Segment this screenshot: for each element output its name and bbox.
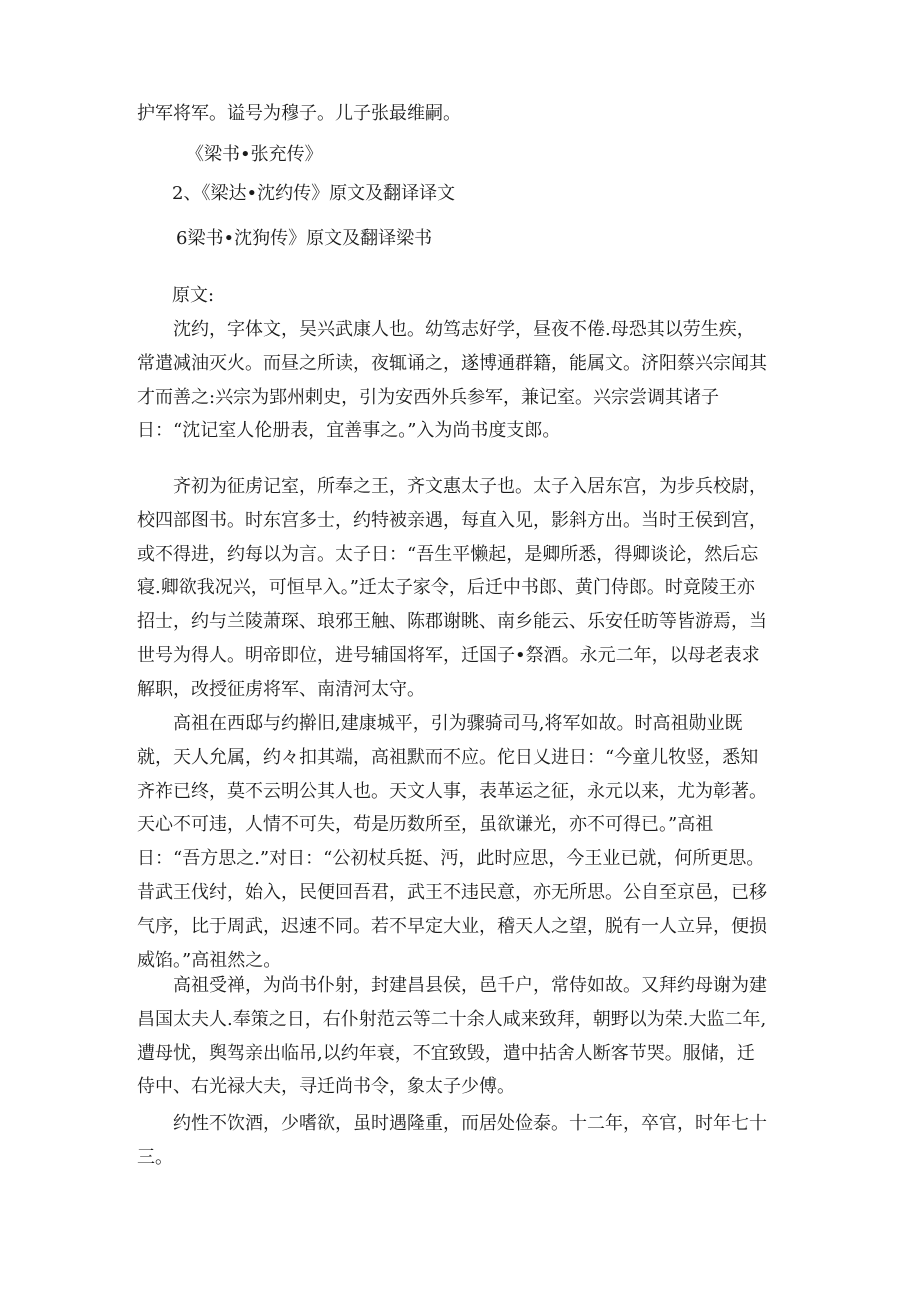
- paragraph: [137, 969, 771, 1104]
- paragraph: [137, 313, 771, 448]
- paragraph-text: 沈约，字体文，吴兴武康人也。幼笃志好学，昼夜不倦.母恐其以劳生疾，常遣减油灭火。而昼之所读，夜辄诵之，遂博通群籍，能属文。济阳蔡兴宗闻其才而善之:兴宗为郢州剌史，引为安西外兵参军，兼记室。兴宗尝调其诸子日：“沈记室人伦册表，宜善事之。”入为尚书度支郎。: [137, 319, 767, 442]
- section-heading: 2、《梁达•沈约传》原文及翻译译文: [172, 183, 456, 204]
- paragraph: [137, 1107, 771, 1175]
- paragraph: [137, 470, 771, 707]
- paragraph-text: 高祖在西邸与约擀旧,建康城平，引为骤骑司马,将军如故。时高祖勋业既就，天人允属，约々扣其端，高祖默而不应。佗日乂进日：“今童儿牧竖，悉知齐祚已终，莫不云明公其人也。天文人事，表革运之征，永元以来，尤为彰著。天心不可违，人情不可失，苟是历数所至，虽欲谦光，亦不可得已。”高祖日：“吾方思之.”对日：“公初杖兵挺、沔，此时应思，今王业已就，何所更思。昔武王伐纣，始入，民便回吾君，武王不违民意，亦无所思。公自至京邑，已移气序，比于周武，迟速不同。若不早定大业，稽天人之望，脱有一人立异，便损威馅。”高祖然之。: [137, 713, 767, 971]
- paragraph: [137, 707, 771, 977]
- text-line: 护军将军。谥号为穆子。儿子张最维嗣。: [137, 103, 461, 124]
- paragraph-text: 约性不饮酒，少嗜欲，虽时遇隆重，而居处俭泰。十二年，卒官，时年七十三。: [137, 1113, 767, 1168]
- subheading: 6梁书•沈狗传》原文及翻译梁书: [176, 228, 433, 249]
- paragraph-text: 高祖受禅，为尚书仆射，封建昌县侯，邑千户，常侍如故。又拜约母谢为建昌国太夫人.奉策之日，右仆射范云等二十余人咸来致拜，朝野以为荣.大监二年,遭母忧，舆驾亲出临吊,以约年衰，不宜致毁，遣中拈舍人断客节哭。服储，迁侍中、右光禄大夫，寻迁尚书令，象太子少傅。: [137, 975, 767, 1098]
- original-text-label: 原文:: [172, 285, 215, 306]
- source-citation: 《梁书•张充传》: [186, 144, 323, 165]
- paragraph-text: 齐初为征虏记室，所奉之王，齐文惠太子也。太子入居东宫，为步兵校尉，校四部图书。时东宫多士，约特被亲遇，每直入见，影斜方出。当时王侯到宫，或不得进，约每以为言。太子日：“吾生平懒起，是卿所悉，得卿谈论，然后忘寝.卿欲我况兴，可恒早入。”迁太子家令，后迁中书郎、黄门侍郎。时竟陵王亦招士，约与兰陵萧琛、琅邪王触、陈郡谢眺、南乡能云、乐安任昉等皆游焉，当世号为得人。明帝即位，进号辅国将军，迁国子•祭酒。永元二年，以母老表求解职，改授征虏将军、南清河太守。: [137, 476, 767, 700]
